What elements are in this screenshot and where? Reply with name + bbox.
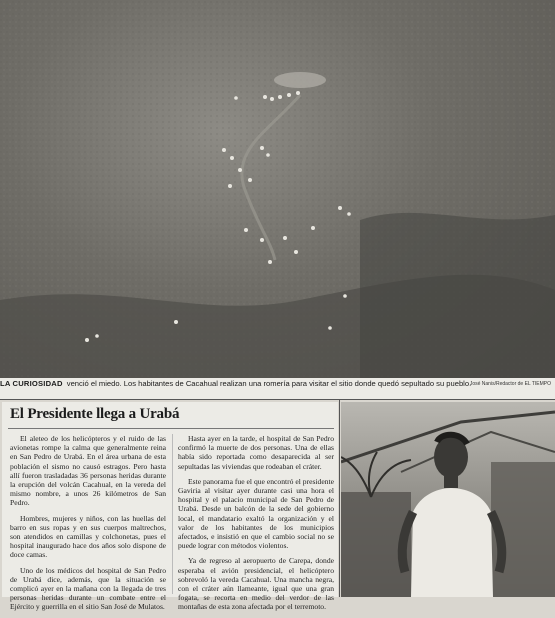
caption-lead: LA CURIOSIDAD [0,379,63,388]
caption-body: venció el miedo. Los habitantes de Cacahual realizan una romería para visitar el sitio donde quedó sepultado su pueblo. [66,379,472,388]
paragraph: Hombres, mujeres y niños, con las huellas del barro en sus ropas y en sus cuerpos maltrechos, son atendidos en camillas y colchonetas, pues el hospital inaugurado hace dos años solo dispone de doce camas. [10,513,166,560]
horizontal-rule [0,399,555,400]
article-column-1 [10,434,166,618]
paragraph: Ya de regreso al aeropuerto de Carepa, donde esperaba el avión presidencial, el helicóptero sobrevoló la vereda Cacahual. Una mancha negra, con el cráter aún llameante, igual que una gran fogata, se recorta en medio del verdor de las montañas de esta zona afectada por el terremoto. [178,556,334,612]
headline-rule [8,428,334,429]
article-headline: El Presidente llega a Urabá [10,406,180,422]
paragraph: Uno de los médicos del hospital de San Pedro de Urabá dice, además, que la situación se complicó ayer en la mañana con la llegada de tres personas heridas durante un combate entre el Ejército y guerrilla en el sitio San José de Mulatos. [10,565,166,612]
column-divider [172,434,173,594]
portrait-photo [341,402,555,597]
vertical-rule [339,400,340,597]
paragraph: El aleteo de los helicópteros y el ruido de las avionetas rompe la calma que generalmente reina en San Pedro de Urabá. En el área urbana de esta población el sismo no causó estragos. Pero hasta allí fueron trasladadas 36 personas heridas durante la erupción del volcán Cacahual, en la vereda del mismo nombre, a unos 26 kilómetros de San Pedro. [10,434,166,508]
paragraph: Este panorama fue el que encontró el presidente Gaviria al visitar ayer durante casi una hora el hospital y el palacio municipal de San Pedro de Urabá. Desde un balcón de la sede del gobierno local, el mandatario exaltó la organización y el valor de los habitantes de los municipios afectados, e insistió en que el cambio social no se puede lograr con métodos violentos. [178,476,334,551]
article [2,402,338,612]
paragraph: Hasta ayer en la tarde, el hospital de San Pedro confirmó la muerte de dos personas. Una de ellas había sido reportada como desaparecida al ser sepultadas las viviendas que rodeaban el cráter. [178,434,334,471]
photo-caption [0,378,555,400]
portrait-photo-art [341,402,555,597]
photo-credit: José Nanis/Redactor de EL TIEMPO [469,381,551,387]
article-column-2 [178,434,334,618]
